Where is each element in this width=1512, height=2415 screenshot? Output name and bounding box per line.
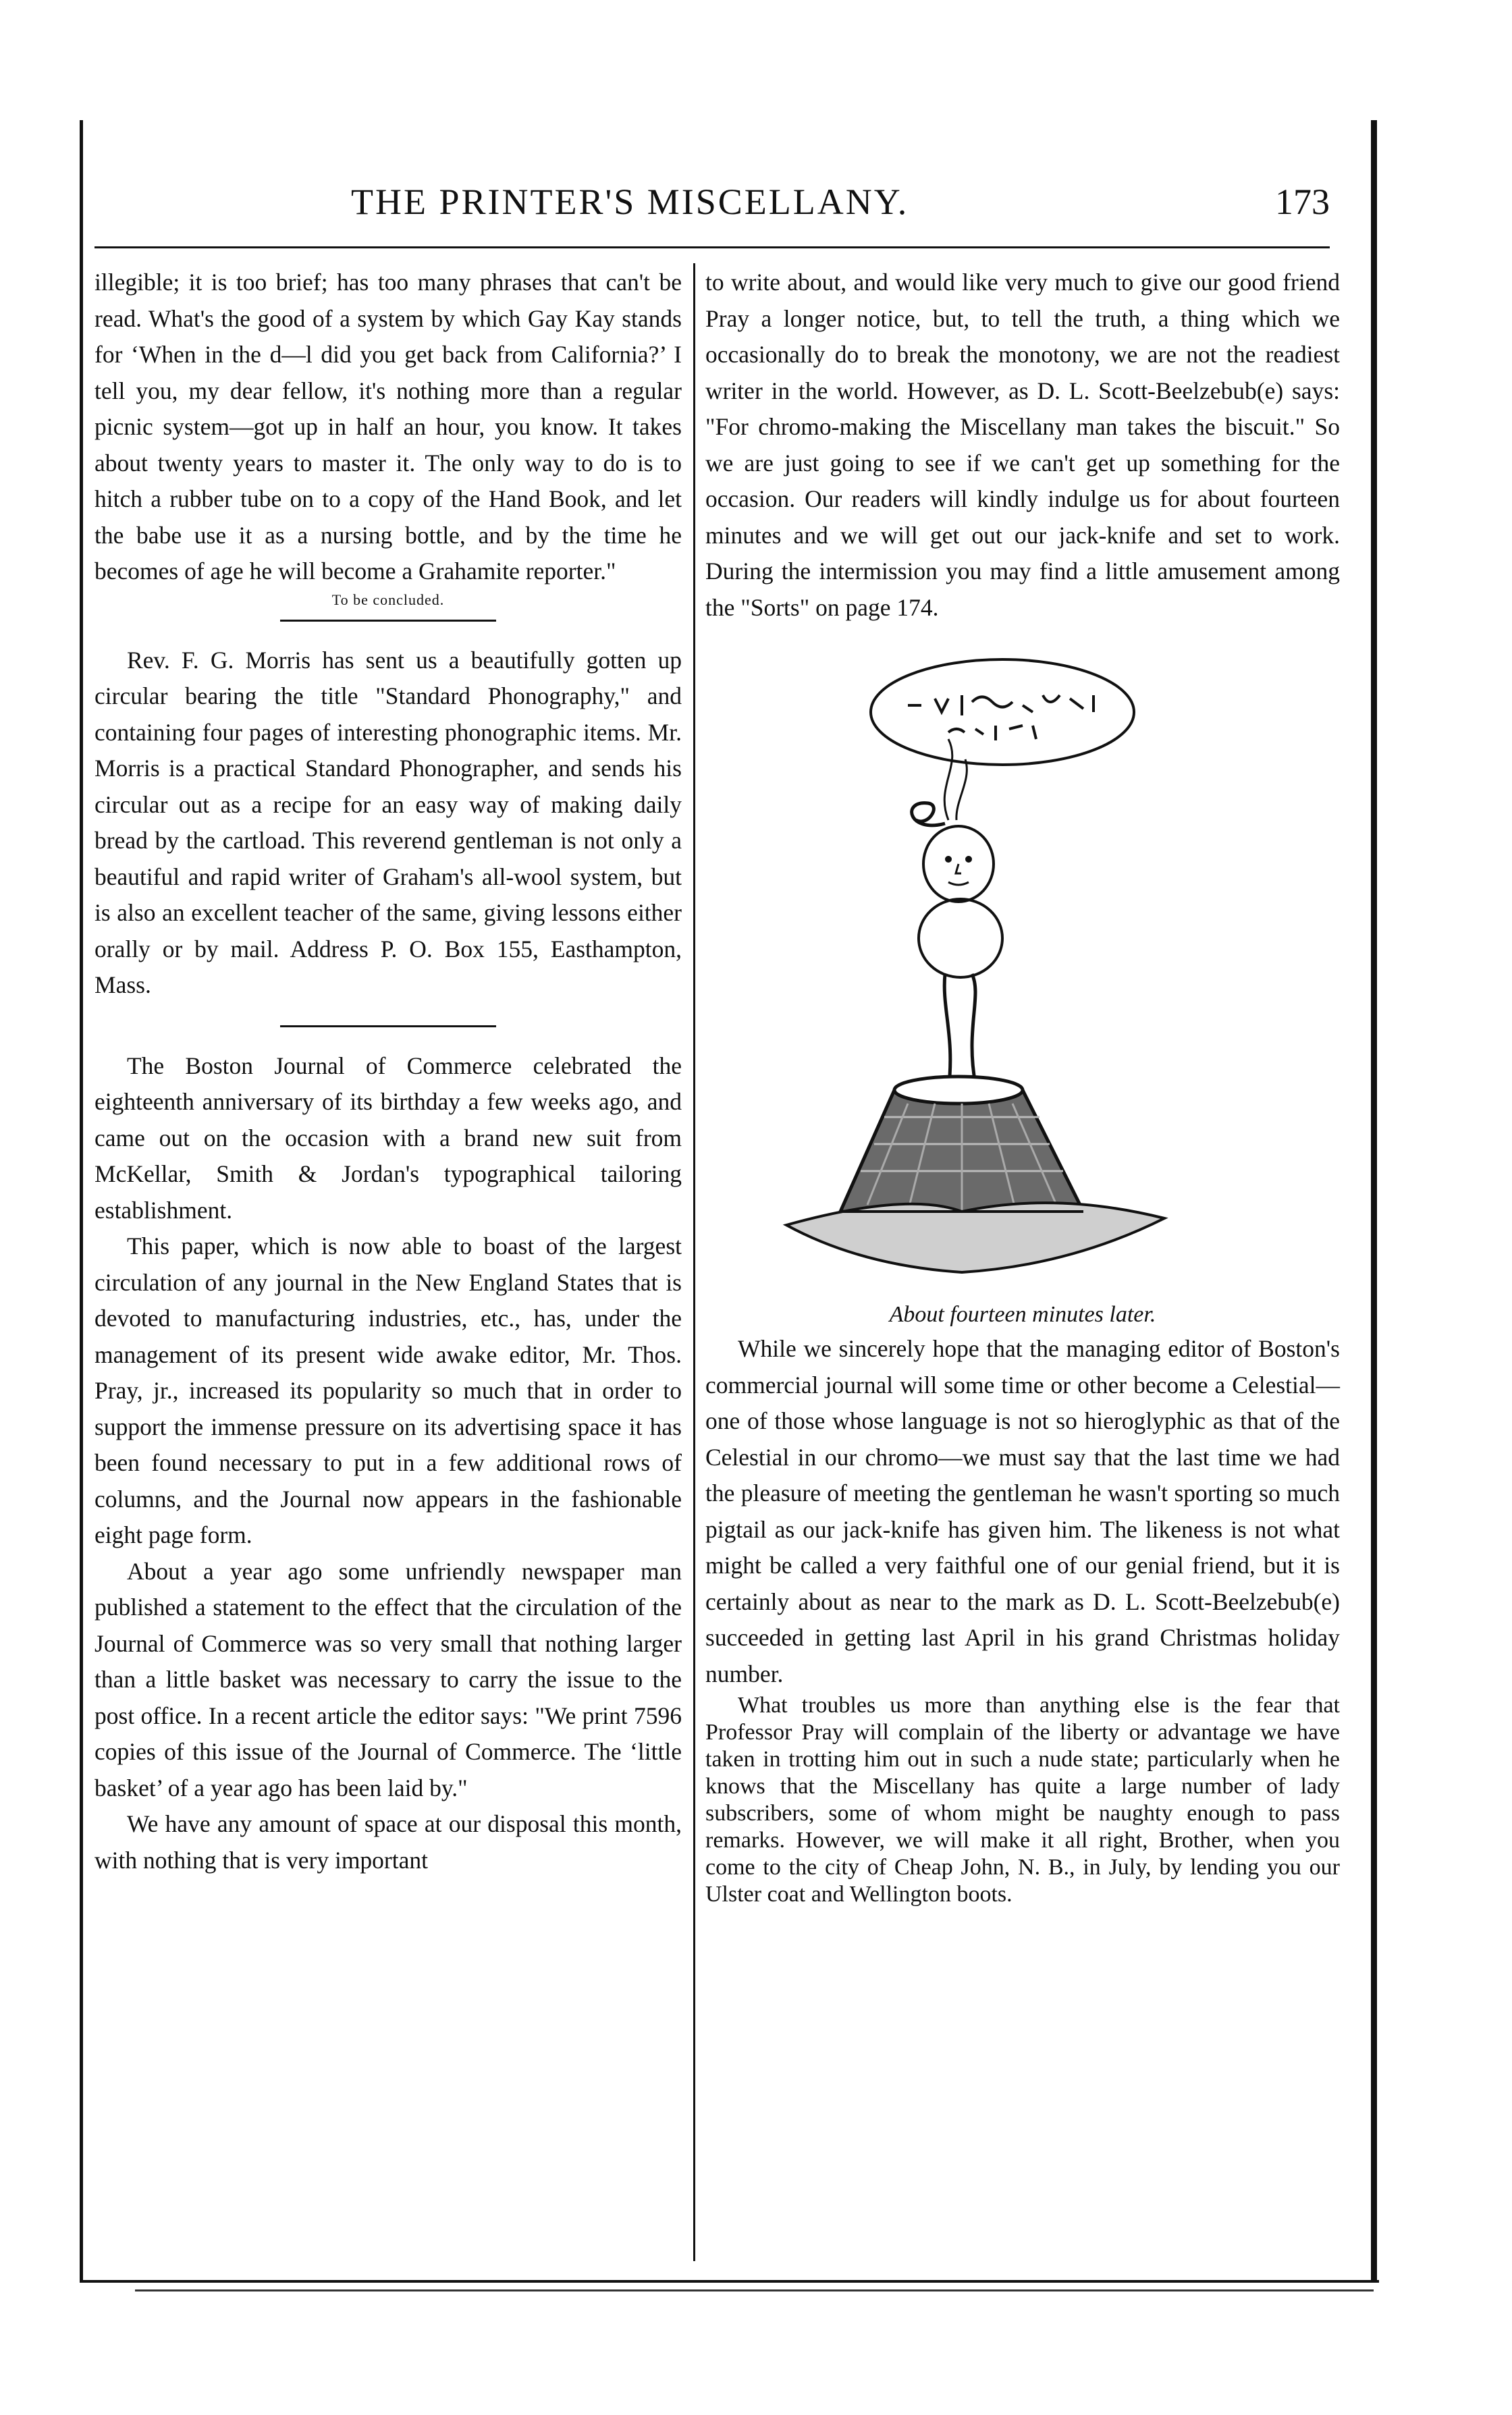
left-column bbox=[94, 265, 682, 1878]
column-rule bbox=[693, 263, 695, 2261]
scan-margin-marks bbox=[0, 101, 74, 2329]
left-paragraph-circulation: This paper, which is now able to boast of the largest circulation of any journal in the New England States that is devoted to manufacturing industries, etc., has, under the management of its present wide awake editor, Mr. Thos. Pray, jr., increased its popularity so much that in order to support the immense pressure on its advertising space it has been found necessary to put in a few additional rows of columns, and the Journal now appears in the fashionable eight page form. bbox=[94, 1232, 682, 1548]
left-paragraph-journal: The Boston Journal of Commerce celebrated the eighteenth anniversary of its birthday a few weeks ago, and came out on the occasion with a brand new suit from McKellar, Smith & Jordan's typographical tailoring establishment. bbox=[94, 1052, 682, 1224]
header-rule bbox=[94, 246, 1330, 248]
left-paragraph-morris: Rev. F. G. Morris has sent us a beautifully gotten up circular bearing the title "Standard Phonography," and containing four pages of interesting phonographic items. Mr. Morris is a practical Standard Phonographer, and sends his circular out as a recipe for an easy way of making daily bread by the cartload. This reverend gentleman is not only a beautiful and rapid writer of Graham's all-wool system, but is also an excellent teacher of the same, giving lessons either orally or by mail. Address P. O. Box 155, Easthampton, Mass. bbox=[94, 646, 682, 998]
section-divider bbox=[94, 610, 682, 630]
right-paragraph-troubles: What troubles us more than anything else is the fear that Professor Pray will complain of the liberty or advantage we have taken in trotting him out in such a nude state; particularly when he knows that the Miscellany has quite a large number of lady subscribers, some of whom might be naughty enough to pass remarks. However, we will make it all right, Brother, when you come to the city of Cheap John, N. B., in July, by lending you our Ulster coat and Wellington boots. bbox=[705, 1693, 1340, 1907]
figure-caption: About fourteen minutes later. bbox=[889, 1302, 1156, 1327]
celestial-figure-drawing bbox=[705, 631, 1340, 1296]
left-paragraph-basket: About a year ago some unfriendly newspaper man published a statement to the effect that the circulation of the Journal of Commerce was so very small that nothing larger than a little basket was necessary to carry the issue to the post office. In a recent article the editor says: "We print 7596 copies of this issue of the Journal of Commerce. The ‘little basket’ of a year ago has been laid by." bbox=[94, 1557, 682, 1801]
running-title: THE PRINTER'S MISCELLANY. bbox=[351, 182, 909, 222]
to-be-concluded-note: To be concluded. bbox=[331, 591, 445, 608]
bottom-rule-secondary bbox=[135, 2289, 1374, 2291]
section-divider bbox=[94, 1016, 682, 1036]
page-number: 173 bbox=[1275, 182, 1330, 222]
left-paragraph-1: illegible; it is too brief; has too many phrases that can't be read. What's the good of a system by which Gay Kay stands for ‘When in the d—l did you get back from California?’ I tell you, my dear fellow, it's nothing more than a regular picnic system—got up in half an hour, you know. It takes about twenty years to master it. The only way to do is to hitch a rubber tube on to a copy of the Hand Book, and let the babe use it as a nursing bottle, and by the time he becomes of age he will become a Grahamite reporter." bbox=[94, 269, 682, 585]
left-paragraph-space: We have any amount of space at our disposal this month, with nothing that is very important bbox=[94, 1810, 682, 1874]
right-column bbox=[705, 265, 1340, 1908]
woodcut-illustration bbox=[705, 631, 1340, 1296]
right-paragraph-celestial: While we sincerely hope that the managing editor of Boston's commercial journal will some time or other become a Celestial—one of those whose language is not so hieroglyphic as that of the Celestial in our chromo—we must say that the last time we had the pleasure of meeting the gentleman he wasn't sporting so much pigtail as our jack-knife has given him. The likeness is not what might be called a very faithful one of our genial friend, but it is certainly about as near to the mark as D. L. Scott-Beelzebub(e) succeeded in getting last April in his grand Christmas holiday number. bbox=[705, 1335, 1340, 1687]
right-paragraph-1: to write about, and would like very much to give our good friend Pray a longer notice, but, to tell the truth, a thing which we occasionally do to break the monotony, we are not the readiest writer in the world. However, as D. L. Scott-Beelzebub(e) says: "For chromo-making the Miscellany man takes the biscuit." So we are just going to see if we can't get up something for the occasion. Our readers will kindly indulge us for about fourteen minutes and we will get out our jack-knife and set to work. During the intermission you may find a little amusement among the "Sorts" on page 174. bbox=[705, 269, 1340, 621]
page-header bbox=[94, 181, 1330, 228]
bottom-rule bbox=[80, 2280, 1379, 2283]
